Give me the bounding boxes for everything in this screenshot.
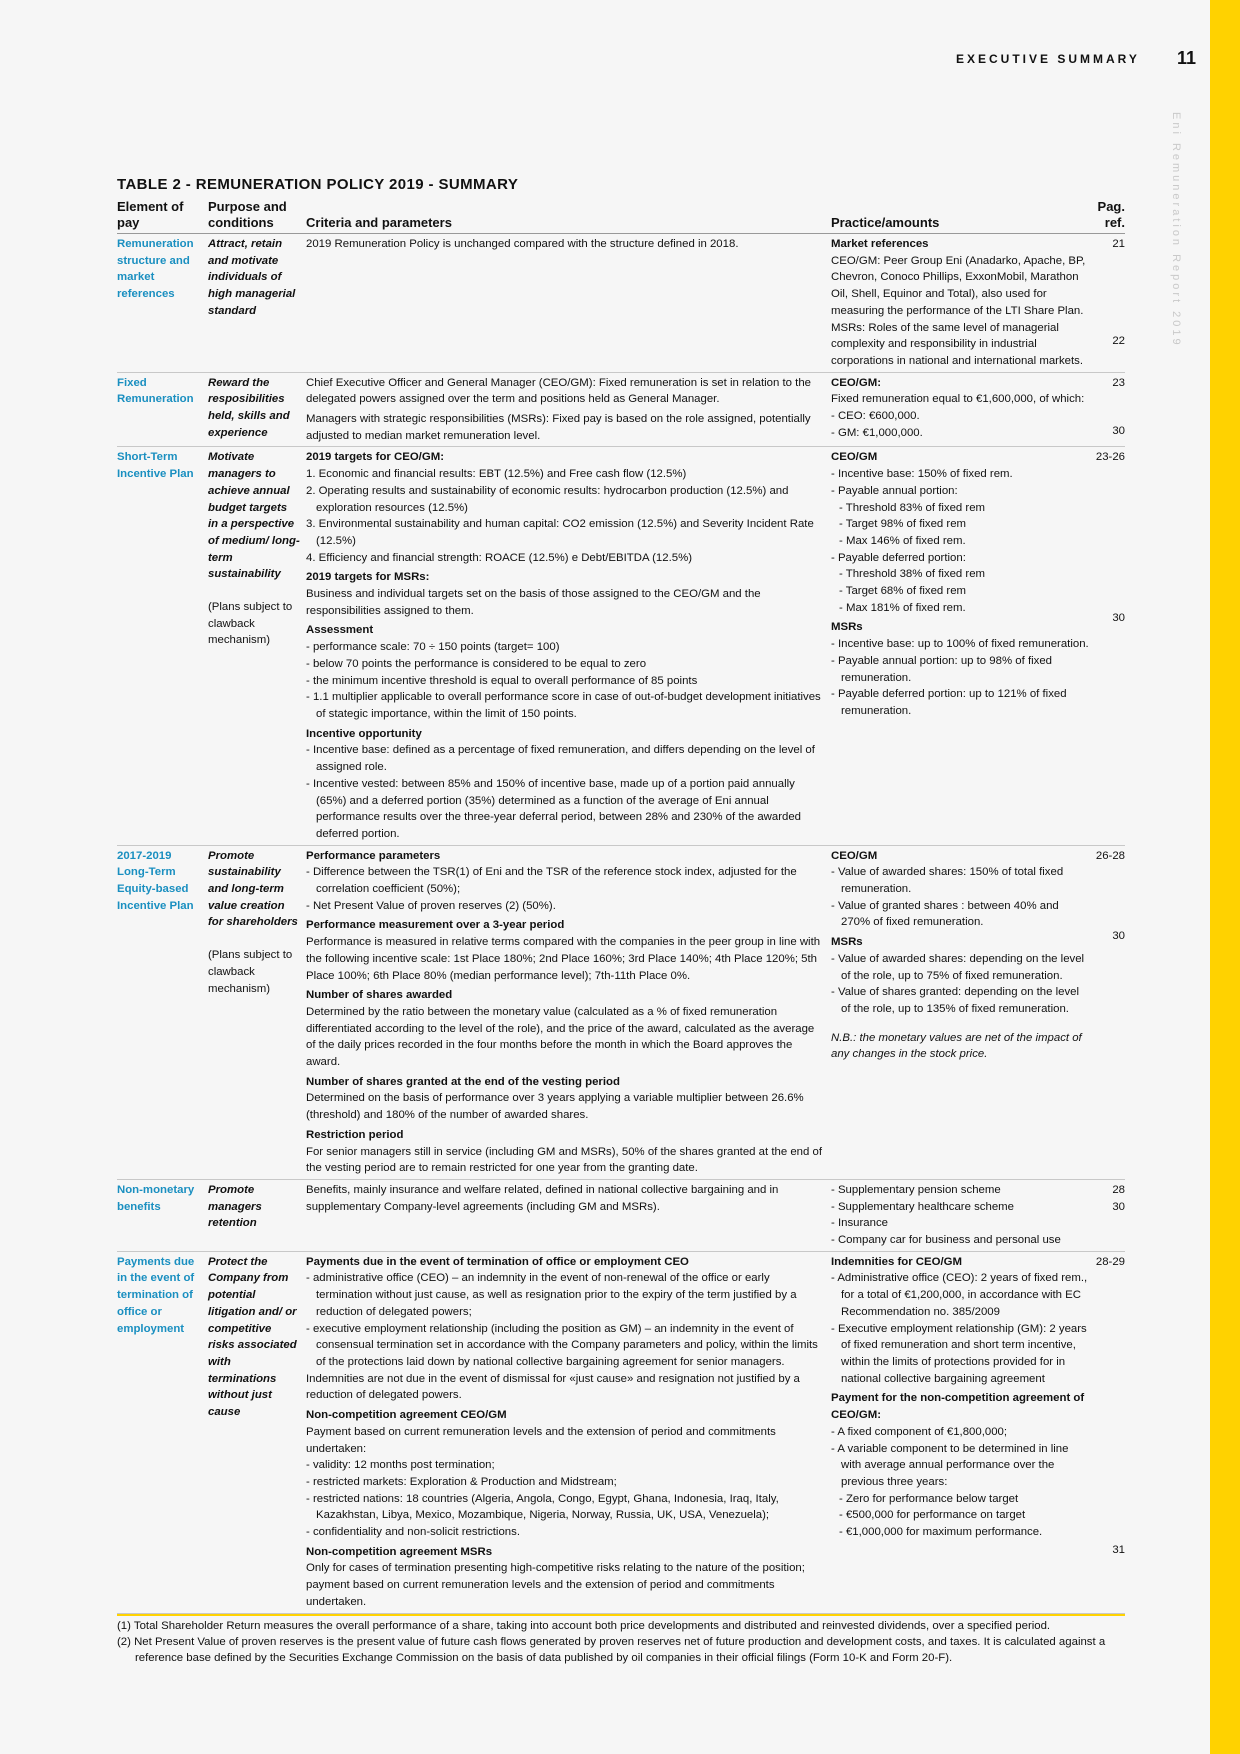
text-line: - Target 98% of fixed rem — [839, 518, 967, 531]
table-row — [117, 1179, 1125, 1251]
criteria-cell — [306, 372, 831, 447]
section-block — [306, 1182, 825, 1215]
section-heading: CEO/GM: — [831, 376, 881, 389]
text-line: - Payable deferred portion: — [831, 551, 966, 564]
ref-spacer — [1093, 1302, 1125, 1318]
practice-cell — [831, 234, 1093, 373]
page-ref-cell — [1093, 845, 1125, 1179]
ref-spacer — [1093, 912, 1125, 928]
table-title: TABLE 2 - REMUNERATION POLICY 2019 - SUMMARY — [117, 176, 519, 193]
text-line: - Zero for performance below target — [839, 1492, 1019, 1505]
criteria-cell — [306, 1179, 831, 1251]
section-heading: Restriction period — [306, 1128, 404, 1141]
section-heading: Assessment — [306, 624, 374, 637]
col-header-practice: Practice/amounts — [831, 199, 1093, 234]
ref-spacer — [1093, 269, 1125, 285]
text-line: Business and individual targets set on the basis of those assigned to the CEO/GM and the responsibilities assigned to them. — [306, 588, 761, 617]
ref-spacer — [1093, 1350, 1125, 1366]
purpose-cell — [208, 234, 306, 373]
section-block — [306, 848, 825, 915]
section-block — [306, 917, 825, 984]
text-line: - administrative office (CEO) – an indemnity in the event of non-renewal of the office or early termination without just cause, as well as resignation prior to the expiry of the term justified by a reduction of delegated powers; — [306, 1272, 797, 1318]
text-line: - A variable component to be determined in line with average annual performance over the previous three years: — [831, 1442, 1069, 1488]
section-heading: Non-competition agreement MSRs — [306, 1545, 493, 1558]
ref-spacer — [1093, 285, 1125, 301]
text-line: Determined by the ratio between the monetary value (calculated as a % of fixed remuneration differentiated according to the level of the role), and the price of the award, calculated as the average of the daily prices recorded in the four months before the month in which the Board approves the award. — [306, 1005, 815, 1069]
section-block — [831, 1182, 1089, 1249]
page-header — [956, 48, 1196, 72]
text-line: - Payable deferred portion: up to 121% of fixed remuneration. — [831, 688, 1067, 717]
section-block — [831, 619, 1089, 719]
remuneration-policy-table — [117, 199, 1125, 1614]
section-label: EXECUTIVE SUMMARY — [956, 52, 1140, 66]
section-block — [831, 848, 1089, 932]
page-ref: 21 — [1112, 238, 1125, 250]
page-ref: 26-28 — [1095, 849, 1125, 862]
table-row — [117, 1251, 1125, 1613]
practice-cell — [831, 1179, 1093, 1251]
ref-spacer — [1093, 1510, 1125, 1526]
criteria-cell — [306, 234, 831, 373]
ref-spacer — [1093, 1366, 1125, 1382]
text-line: - Max 146% of fixed rem. — [839, 534, 966, 547]
section-block — [831, 449, 1089, 616]
text-line: - restricted markets: Exploration & Production and Midstream; — [306, 1475, 617, 1488]
purpose-text: Reward the resposibilities held, skills and experience — [208, 376, 290, 439]
text-line: - Value of granted shares : between 40% and 270% of fixed remuneration. — [831, 899, 1059, 929]
text-line: - executive employment relationship (including the position as GM) – an indemnity in the event of consensual termination set in accordance with the Company parameters and policy, within the limits of the protections laid down by national collective bargaining agreement for senior managers. — [306, 1322, 818, 1368]
section-block — [831, 236, 1089, 370]
text-line: - Incentive vested: between 85% and 150% of incentive base, made up of a portion paid annually (65%) and a deferred portion (35%) determined as a function of the average of Eni annual performance results over the three-year deferral period, between 28% and 230% of the awarded deferred portion. — [306, 777, 802, 840]
section-block — [831, 1030, 1089, 1063]
yellow-edge-bar — [1210, 0, 1240, 1754]
section-block — [306, 1407, 825, 1541]
text-line: - Value of awarded shares: 150% of total fixed remuneration. — [831, 866, 1064, 896]
ref-spacer — [1093, 1478, 1125, 1494]
ref-spacer — [1093, 514, 1125, 530]
text-line: Performance is measured in relative terms compared with the companies in the peer group in line with the following incentive scale: 1st Place 180%; 2nd Place 160%; 3rd Place 140%; 4th Place 120%; 5th Place 100%; 6th Place 80% (median performance level); 7th-11th Place 0%. — [306, 936, 821, 982]
text-line: - Max 181% of fixed rem. — [839, 601, 966, 614]
text-line: - GM: €1,000,000. — [831, 426, 923, 439]
ref-spacer — [1093, 880, 1125, 896]
ref-spacer — [1093, 578, 1125, 594]
purpose-text: Motivate managers to achieve annual budget targets in a perspective of medium/ long-term sustainability — [208, 451, 300, 581]
text-line: N.B.: the monetary values are net of the impact of any changes in the stock price. — [831, 1031, 1082, 1061]
section-heading: Market references — [831, 238, 929, 250]
section-block — [306, 411, 825, 444]
section-heading: Payment for the non-competition agreement of CEO/GM: — [831, 1392, 1085, 1422]
text-line: - Administrative office (CEO): 2 years of fixed rem., for a total of €1,200,000, in accordance with EC Recommendation no. 385/2009 — [831, 1272, 1088, 1318]
table-header-row — [117, 199, 1125, 234]
ref-spacer — [1093, 317, 1125, 333]
text-line: Payment based on current remuneration levels and the extension of period and commitments undertaken: — [306, 1425, 776, 1455]
text-line: - the minimum incentive threshold is equal to overall performance of 85 points — [306, 674, 698, 687]
ref-spacer — [1093, 562, 1125, 578]
section-heading: MSRs — [831, 621, 863, 634]
ref-spacer — [1093, 1446, 1125, 1462]
text-line: - Payable annual portion: up to 98% of fixed remuneration. — [831, 654, 1052, 684]
clawback-note: (Plans subject to clawback mechanism) — [208, 601, 293, 647]
text-line: Indemnities are not due in the event of dismissal for «just cause» and resignation not justified by a reduction of delegated powers. — [306, 1372, 800, 1402]
text-line: - Difference between the TSR(1) of Eni and the TSR of the reference stock index, adjusted for the correlation coefficient (50%); — [306, 866, 797, 896]
section-block — [306, 1254, 825, 1404]
purpose-cell — [208, 1179, 306, 1251]
col-header-criteria: Criteria and parameters — [306, 199, 831, 234]
text-line: Benefits, mainly insurance and welfare related, defined in national collective bargaining and in supplementary Company-level agreements (including GM and MSRs). — [306, 1183, 779, 1213]
text-line: - Company car for business and personal use — [831, 1234, 1061, 1247]
ref-spacer — [1093, 407, 1125, 423]
ref-spacer — [1093, 1318, 1125, 1334]
purpose-text: Promote sustainability and long-term value creation for shareholders — [208, 849, 298, 929]
ref-spacer — [1093, 498, 1125, 514]
ref-spacer — [1093, 1494, 1125, 1510]
ref-spacer — [1093, 530, 1125, 546]
purpose-text: Protect the Company from potential litigation and/ or competitive risks associated with terminations without just cause — [208, 1255, 297, 1419]
text-line: Determined on the basis of performance over 3 years applying a variable multiplier between 26.6% (threshold) and 180% of the number of awarded shares. — [306, 1092, 804, 1122]
section-heading: Payments due in the event of termination of office or employment CEO — [306, 1255, 689, 1268]
criteria-cell — [306, 447, 831, 845]
section-block — [831, 1390, 1089, 1540]
page-ref: 28 — [1112, 1183, 1125, 1196]
text-line: - A fixed component of €1,800,000; — [831, 1425, 1008, 1438]
element-of-pay: Non-monetary benefits — [117, 1179, 208, 1251]
text-line: - Insurance — [831, 1217, 888, 1230]
section-heading: Non-competition agreement CEO/GM — [306, 1409, 507, 1422]
ref-spacer — [1093, 482, 1125, 498]
side-report-title: Eni Remuneration Report 2019 — [1170, 112, 1182, 348]
ref-spacer — [1093, 1398, 1125, 1414]
page-ref-cell — [1093, 1251, 1125, 1613]
criteria-cell — [306, 1251, 831, 1613]
text-line: - €1,000,000 for maximum performance. — [839, 1526, 1043, 1539]
section-block — [306, 987, 825, 1071]
text-line: - restricted nations: 18 countries (Algeria, Angola, Congo, Egypt, Ghana, Indonesia, Iraq, Italy, Kazakhstan, Libya, Mexico, Mozambique, Nigeria, Norway, Russia, UK, USA, Venezuela); — [306, 1492, 779, 1522]
text-line: - 1.1 multiplier applicable to overall performance score in case of out-of-budget development initiatives of stategic importance, within the limit of 150 points. — [306, 691, 821, 720]
practice-cell — [831, 845, 1093, 1179]
page-ref: 22 — [1112, 334, 1125, 347]
ref-spacer — [1093, 1334, 1125, 1350]
section-heading: 2019 targets for MSRs: — [306, 571, 430, 584]
section-block — [306, 569, 825, 619]
ref-spacer — [1093, 1526, 1125, 1542]
ref-spacer — [1093, 466, 1125, 482]
ref-spacer — [1093, 1430, 1125, 1446]
page-ref: 30 — [1112, 930, 1125, 943]
text-line: Fixed remuneration equal to €1,600,000, of which: — [831, 393, 1085, 406]
text-line: - Threshold 83% of fixed rem — [839, 501, 986, 514]
section-block — [306, 726, 825, 843]
ref-spacer — [1093, 1414, 1125, 1430]
col-header-ref: Pag. ref. — [1093, 199, 1125, 234]
footnotes — [117, 1614, 1125, 1666]
section-heading: Indemnities for CEO/GM — [831, 1255, 963, 1268]
text-line: - Supplementary pension scheme — [831, 1183, 1001, 1196]
ref-spacer — [1093, 1286, 1125, 1302]
section-block — [306, 1074, 825, 1124]
text-line: 2019 Remuneration Policy is unchanged compared with the structure defined in 2018. — [306, 238, 739, 250]
purpose-cell — [208, 1251, 306, 1613]
section-heading: 2019 targets for CEO/GM: — [306, 451, 444, 464]
element-of-pay: Short-Term Incentive Plan — [117, 447, 208, 845]
text-line: - validity: 12 months post termination; — [306, 1459, 495, 1472]
section-block — [306, 375, 825, 408]
page-ref: 30 — [1112, 612, 1125, 625]
text-line: - Value of shares granted: depending on the level of the role, up to 135% of fixed remuneration. — [831, 986, 1080, 1015]
page-ref: 28-29 — [1095, 1255, 1125, 1268]
text-line: 4. Efficiency and financial strength: ROACE (12.5%) e Debt/EBITDA (12.5%) — [306, 551, 692, 564]
text-line: CEO/GM: Peer Group Eni (Anadarko, Apache, BP, Chevron, Conoco Phillips, ExxonMobil, Marathon Oil, Shell, Equinor and Total), also used for measuring the performance of the LTI Share Plan. — [831, 254, 1086, 317]
element-of-pay: Remuneration structure and market references — [117, 234, 208, 373]
section-heading: Incentive opportunity — [306, 727, 422, 740]
page-ref: 30 — [1112, 1200, 1125, 1213]
section-block — [831, 934, 1089, 1018]
ref-spacer — [1093, 391, 1125, 407]
text-line: Only for cases of termination presenting high-competitive risks relating to the nature of the position; payment based on current remuneration levels and the extension of period and commitments undertaken. — [306, 1562, 805, 1608]
page-number: 11 — [1176, 48, 1196, 68]
text-line: - Executive employment relationship (GM): 2 years of fixed remuneration and short term incentive, within the limits of protections provided for in national collective bargaining agreement — [831, 1322, 1087, 1385]
ref-spacer — [1093, 1270, 1125, 1286]
page-ref-cell — [1093, 234, 1125, 373]
purpose-text: Attract, retain and motivate individuals of high managerial standard — [208, 238, 296, 317]
page-ref: 31 — [1112, 1544, 1125, 1557]
purpose-cell — [208, 845, 306, 1179]
text-line: MSRs: Roles of the same level of managerial complexity and responsibility in industrial corporations in national and international markets. — [831, 321, 1084, 367]
section-heading: CEO/GM — [831, 849, 878, 862]
section-heading: CEO/GM — [831, 451, 878, 464]
col-header-purpose: Purpose and conditions — [208, 199, 306, 234]
section-block — [306, 236, 825, 253]
section-heading: Number of shares awarded — [306, 989, 453, 1002]
purpose-cell — [208, 372, 306, 447]
footnote: (2) Net Present Value of proven reserves is the present value of future cash flows generated by proven reserves net of future production and development costs, and taxes. It is calculated against a reference base defined by the Securities Exchange Commission on the basis of data published by oil companies in their official filings (Form 10-K and Form 20-F). — [117, 1635, 1106, 1664]
section-block — [831, 1254, 1089, 1388]
table-row — [117, 234, 1125, 373]
ref-spacer — [1093, 301, 1125, 317]
section-block — [831, 375, 1089, 442]
section-block — [306, 1544, 825, 1611]
section-heading: Performance parameters — [306, 849, 441, 862]
page-ref: 23 — [1112, 376, 1125, 389]
text-line: Managers with strategic responsibilities (MSRs): Fixed pay is based on the role assigned, potentially adjusted to median market remuneration level. — [306, 413, 811, 442]
element-of-pay: Payments due in the event of termination of office or employment — [117, 1251, 208, 1613]
ref-spacer — [1093, 1462, 1125, 1478]
text-line: - Target 68% of fixed rem — [839, 585, 967, 598]
section-block — [306, 449, 825, 566]
text-line: - Incentive base: 150% of fixed rem. — [831, 468, 1013, 481]
table-row — [117, 372, 1125, 447]
page-ref: 30 — [1112, 425, 1125, 438]
page-ref-cell — [1093, 447, 1125, 845]
ref-spacer — [1093, 896, 1125, 912]
purpose-text: Promote managers retention — [208, 1183, 262, 1230]
text-line: - confidentiality and non-solicit restrictions. — [306, 1526, 520, 1539]
practice-cell — [831, 372, 1093, 447]
practice-cell — [831, 447, 1093, 845]
section-heading: Performance measurement over a 3-year period — [306, 919, 565, 932]
text-line: 3. Environmental sustainability and human capital: CO2 emission (12.5%) and Severity Incident Rate (12.5%) — [306, 518, 814, 547]
text-line: 1. Economic and financial results: EBT (12.5%) and Free cash flow (12.5%) — [306, 468, 687, 481]
text-line: - Incentive base: up to 100% of fixed remuneration. — [831, 638, 1089, 651]
text-line: - CEO: €600,000. — [831, 410, 920, 423]
ref-spacer — [1093, 1382, 1125, 1398]
text-line: Chief Executive Officer and General Manager (CEO/GM): Fixed remuneration is set in relation to the delegated powers assigned over the term and positions held as General Manager. — [306, 376, 811, 406]
footnote: (1) Total Shareholder Return measures the overall performance of a share, taking into account both price developments and distributed and reinvested dividends, over a specified period. — [117, 1619, 1051, 1632]
text-line: - Threshold 38% of fixed rem — [839, 568, 986, 581]
ref-spacer — [1093, 864, 1125, 880]
section-heading: MSRs — [831, 936, 863, 949]
text-line: - performance scale: 70 ÷ 150 points (target= 100) — [306, 641, 560, 654]
text-line: - Supplementary healthcare scheme — [831, 1200, 1014, 1213]
text-line: - Value of awarded shares: depending on the level of the role, up to 75% of fixed remuneration. — [831, 952, 1085, 982]
ref-spacer — [1093, 546, 1125, 562]
table-body — [117, 234, 1125, 1614]
ref-spacer — [1093, 594, 1125, 610]
page-ref: 23-26 — [1095, 451, 1125, 464]
purpose-cell — [208, 447, 306, 845]
text-line: - below 70 points the performance is considered to be equal to zero — [306, 657, 647, 670]
text-line: - Incentive base: defined as a percentage of fixed remuneration, and differs depending on the level of assigned role. — [306, 744, 815, 774]
text-line: - Payable annual portion: — [831, 484, 958, 497]
text-line: - Net Present Value of proven reserves (2) (50%). — [306, 899, 556, 912]
section-heading: Number of shares granted at the end of the vesting period — [306, 1075, 620, 1088]
text-line: 2. Operating results and sustainability of economic results: hydrocarbon production (12.5%) and exploration resources (12.5%) — [306, 484, 789, 514]
text-line: - €500,000 for performance on target — [839, 1509, 1026, 1522]
criteria-cell — [306, 845, 831, 1179]
table-row — [117, 447, 1125, 845]
page-ref-cell — [1093, 372, 1125, 447]
document-body — [117, 176, 1125, 1666]
page-ref-cell — [1093, 1179, 1125, 1251]
element-of-pay: 2017-2019 Long-Term Equity-based Incentive Plan — [117, 845, 208, 1179]
text-line: For senior managers still in service (including GM and MSRs), 50% of the shares granted at the end of the vesting period are to remain restricted for one year from the granting date. — [306, 1145, 822, 1175]
clawback-note: (Plans subject to clawback mechanism) — [208, 949, 293, 995]
col-header-element: Element of pay — [117, 199, 208, 234]
table-row — [117, 845, 1125, 1179]
element-of-pay: Fixed Remuneration — [117, 372, 208, 447]
section-block — [306, 622, 825, 722]
practice-cell — [831, 1251, 1093, 1613]
section-block — [306, 1127, 825, 1177]
ref-spacer — [1093, 253, 1125, 269]
